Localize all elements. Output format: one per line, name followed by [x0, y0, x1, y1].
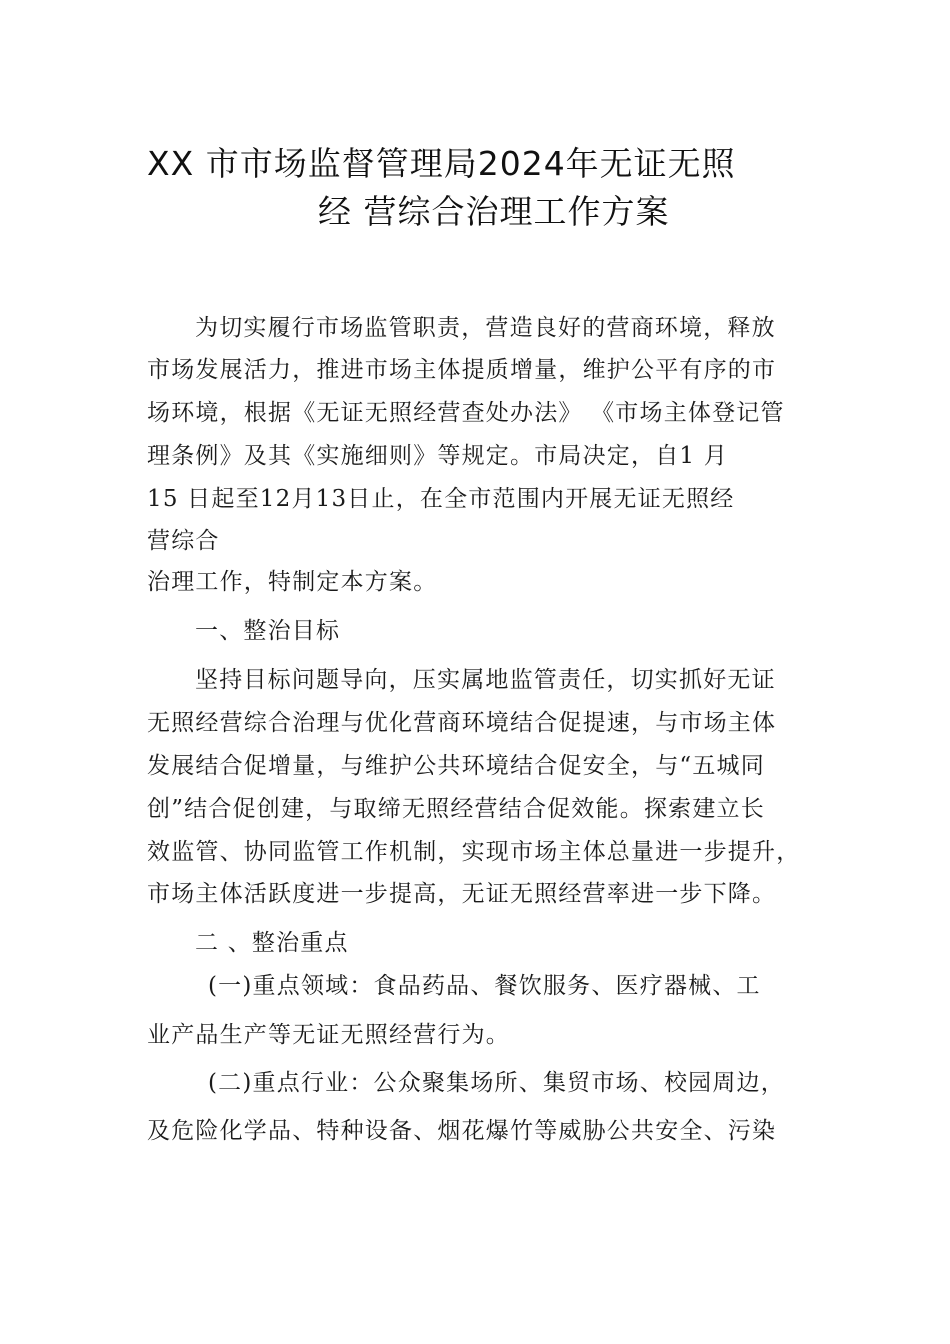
body-line: 为切实履行市场监管职责，营造良好的营商环境，释放	[195, 315, 776, 341]
body-line: 无照经营综合治理与优化营商环境结合促提速，与市场主体	[147, 710, 777, 736]
body-line: 及危险化学品、特种设备、烟花爆竹等威胁公共安全、污染	[147, 1118, 777, 1144]
body-line: 发展结合促增量，与维护公共环境结合促安全，与“五城同	[147, 753, 765, 779]
body-line: 理条例》及其《实施细则》等规定。市局决定，自1 月	[147, 443, 728, 469]
body-line: 效监管、协同监管工作机制，实现市场主体总量进一步提升，	[147, 839, 801, 865]
body-line: (一)重点领域：食品药品、餐饮服务、医疗器械、工	[208, 973, 761, 999]
section-heading: 二 、整治重点	[195, 930, 349, 956]
body-line: 15 日起至12月13日止，在全市范围内开展无证无照经	[147, 486, 735, 512]
body-line: 市场主体活跃度进一步提高，无证无照经营率进一步下降。	[147, 881, 777, 907]
body-line: 创”结合促创建，与取缔无照经营结合促效能。探索建立长	[147, 796, 765, 822]
body-line: 业产品生产等无证无照经营行为。	[147, 1022, 510, 1048]
body-line: (二)重点行业：公众聚集场所、集贸市场、校园周边，	[208, 1070, 785, 1096]
document-title-line-1: XX 市市场监督管理局2024年无证无照	[147, 144, 736, 183]
section-heading: 一、整治目标	[195, 618, 341, 644]
body-line: 营综合	[147, 528, 220, 554]
body-line: 市场发展活力，推进市场主体提质增量，维护公平有序的市	[147, 357, 777, 383]
body-line: 治理工作，特制定本方案。	[147, 569, 438, 595]
document-title-line-2: 经 营综合治理工作方案	[318, 192, 670, 231]
body-line: 坚持目标问题导向，压实属地监管责任，切实抓好无证	[195, 667, 776, 693]
body-line: 场环境，根据《无证无照经营查处办法》 《市场主体登记管	[147, 400, 785, 426]
